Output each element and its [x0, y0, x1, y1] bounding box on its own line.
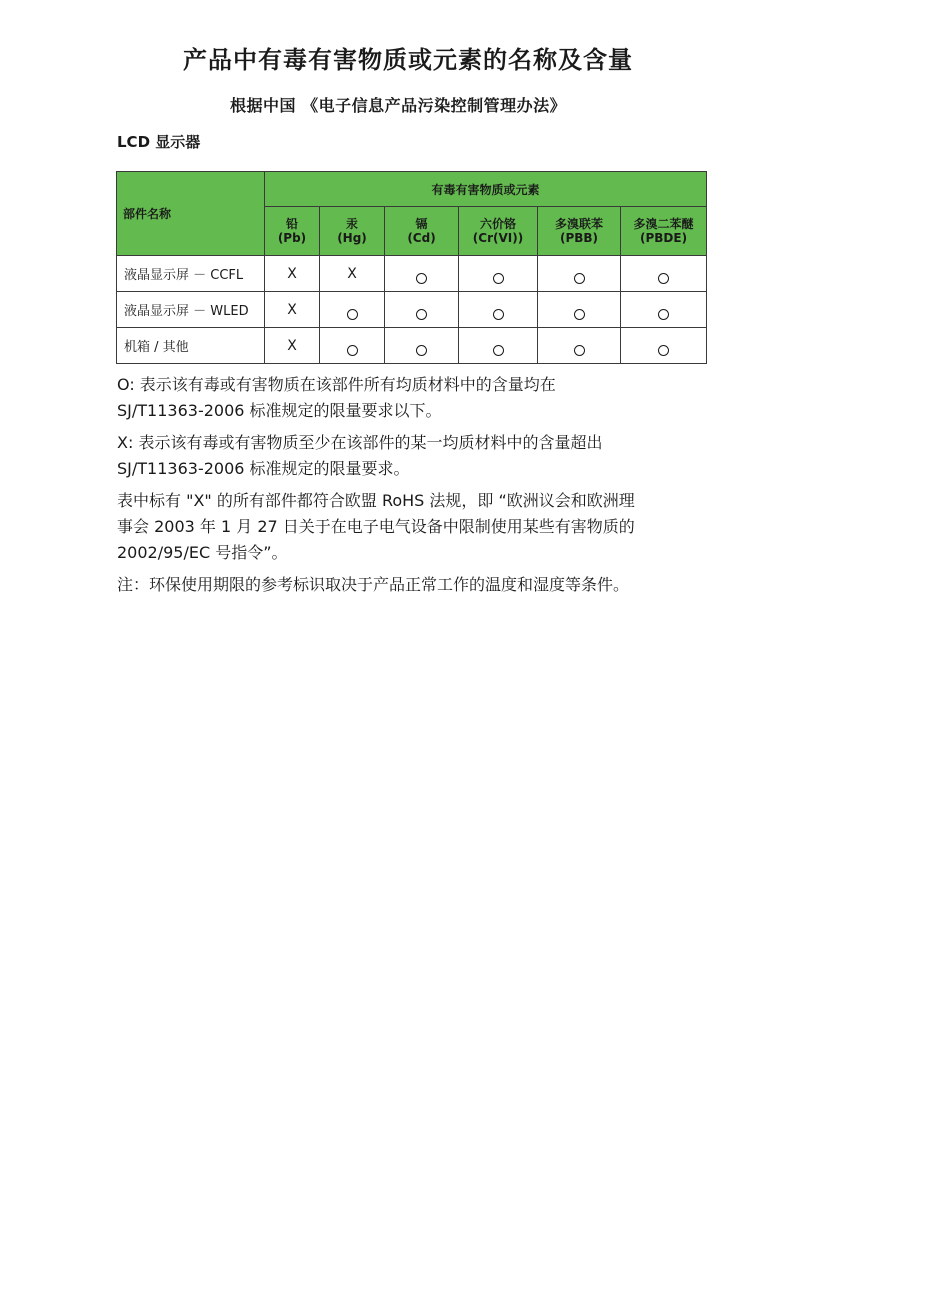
note-o-line1: O: 表示该有毒或有害物质在该部件所有均质材料中的含量均在	[117, 375, 556, 394]
value-cell	[385, 292, 459, 328]
value-cell	[385, 328, 459, 364]
value-cell	[265, 328, 320, 364]
compliant-mark	[416, 345, 427, 356]
value-cell	[320, 292, 385, 328]
exceeds-mark: X	[287, 337, 297, 354]
value-cell	[538, 328, 621, 364]
value-cell	[459, 328, 538, 364]
value-cell	[538, 292, 621, 328]
page-subtitle: 根据中国 《电子信息产品污染控制管理办法》	[230, 96, 567, 115]
substance-header	[265, 207, 320, 256]
compliant-mark	[416, 309, 427, 320]
compliant-mark	[347, 345, 358, 356]
part-name-cell: 机箱 / 其他	[117, 328, 265, 364]
hazardous-substance-table	[116, 171, 707, 364]
part-name-header: 部件名称	[117, 172, 265, 256]
value-cell	[265, 256, 320, 292]
note-rohs-line1: 表中标有 "X" 的所有部件都符合欧盟 RoHS 法规，即 “欧洲议会和欧洲理	[117, 491, 635, 510]
substance-symbol: (Cr(VI))	[472, 231, 524, 245]
exceeds-mark: X	[347, 265, 357, 282]
substance-symbol: (PBDE)	[640, 231, 688, 245]
substance-symbol: (Hg)	[337, 231, 367, 245]
compliant-mark	[493, 345, 504, 356]
note-x	[117, 430, 717, 482]
compliant-mark	[493, 309, 504, 320]
substance-name: 铅	[285, 217, 298, 231]
substance-name: 多溴联苯	[554, 217, 603, 231]
substance-group-header: 有毒有害物质或元素	[265, 172, 707, 207]
value-cell	[459, 292, 538, 328]
table-row	[117, 328, 707, 364]
table-row	[117, 256, 707, 292]
exceeds-mark: X	[287, 301, 297, 318]
note-rohs	[117, 488, 717, 566]
value-cell	[320, 256, 385, 292]
compliant-mark	[347, 309, 358, 320]
compliant-mark	[416, 273, 427, 284]
part-name-cell: 液晶显示屏 － WLED	[117, 292, 265, 328]
page-title: 产品中有毒有害物质或元素的名称及含量	[183, 46, 633, 74]
substance-name: 镉	[415, 217, 428, 231]
compliant-mark	[658, 309, 669, 320]
value-cell	[459, 256, 538, 292]
substance-header	[385, 207, 459, 256]
substance-header	[320, 207, 385, 256]
value-cell	[621, 292, 707, 328]
substance-symbol: (Cd)	[407, 231, 436, 245]
value-cell	[621, 256, 707, 292]
note-x-line2: SJ/T11363-2006 标准规定的限量要求。	[117, 459, 410, 478]
substance-header	[459, 207, 538, 256]
value-cell	[320, 328, 385, 364]
compliant-mark	[658, 345, 669, 356]
part-name-cell: 液晶显示屏 － CCFL	[117, 256, 265, 292]
substance-header	[621, 207, 707, 256]
substance-symbol: (PBB)	[559, 231, 599, 245]
value-cell	[621, 328, 707, 364]
substance-symbol: (Pb)	[277, 231, 307, 245]
footnote: 注：环保使用期限的参考标识取决于产品正常工作的温度和湿度等条件。	[117, 575, 630, 594]
compliant-mark	[574, 345, 585, 356]
substance-name: 汞	[345, 217, 358, 231]
exceeds-mark: X	[287, 265, 297, 282]
substance-name: 多溴二苯醚	[633, 217, 694, 231]
table-body	[117, 256, 707, 364]
value-cell	[265, 292, 320, 328]
value-cell	[538, 256, 621, 292]
section-label: LCD 显示器	[117, 133, 201, 151]
note-rohs-line2: 事会 2003 年 1 月 27 日关于在电子电气设备中限制使用某些有害物质的	[117, 517, 635, 536]
note-o	[117, 372, 717, 424]
compliant-mark	[658, 273, 669, 284]
compliant-mark	[493, 273, 504, 284]
value-cell	[385, 256, 459, 292]
notes-section	[117, 372, 717, 604]
substance-header	[538, 207, 621, 256]
compliant-mark	[574, 273, 585, 284]
table-row	[117, 292, 707, 328]
note-rohs-line3: 2002/95/EC 号指令”。	[117, 543, 288, 562]
note-x-line1: X: 表示该有毒或有害物质至少在该部件的某一均质材料中的含量超出	[117, 433, 603, 452]
substance-name: 六价铬	[479, 217, 516, 231]
note-o-line2: SJ/T11363-2006 标准规定的限量要求以下。	[117, 401, 442, 420]
compliant-mark	[574, 309, 585, 320]
